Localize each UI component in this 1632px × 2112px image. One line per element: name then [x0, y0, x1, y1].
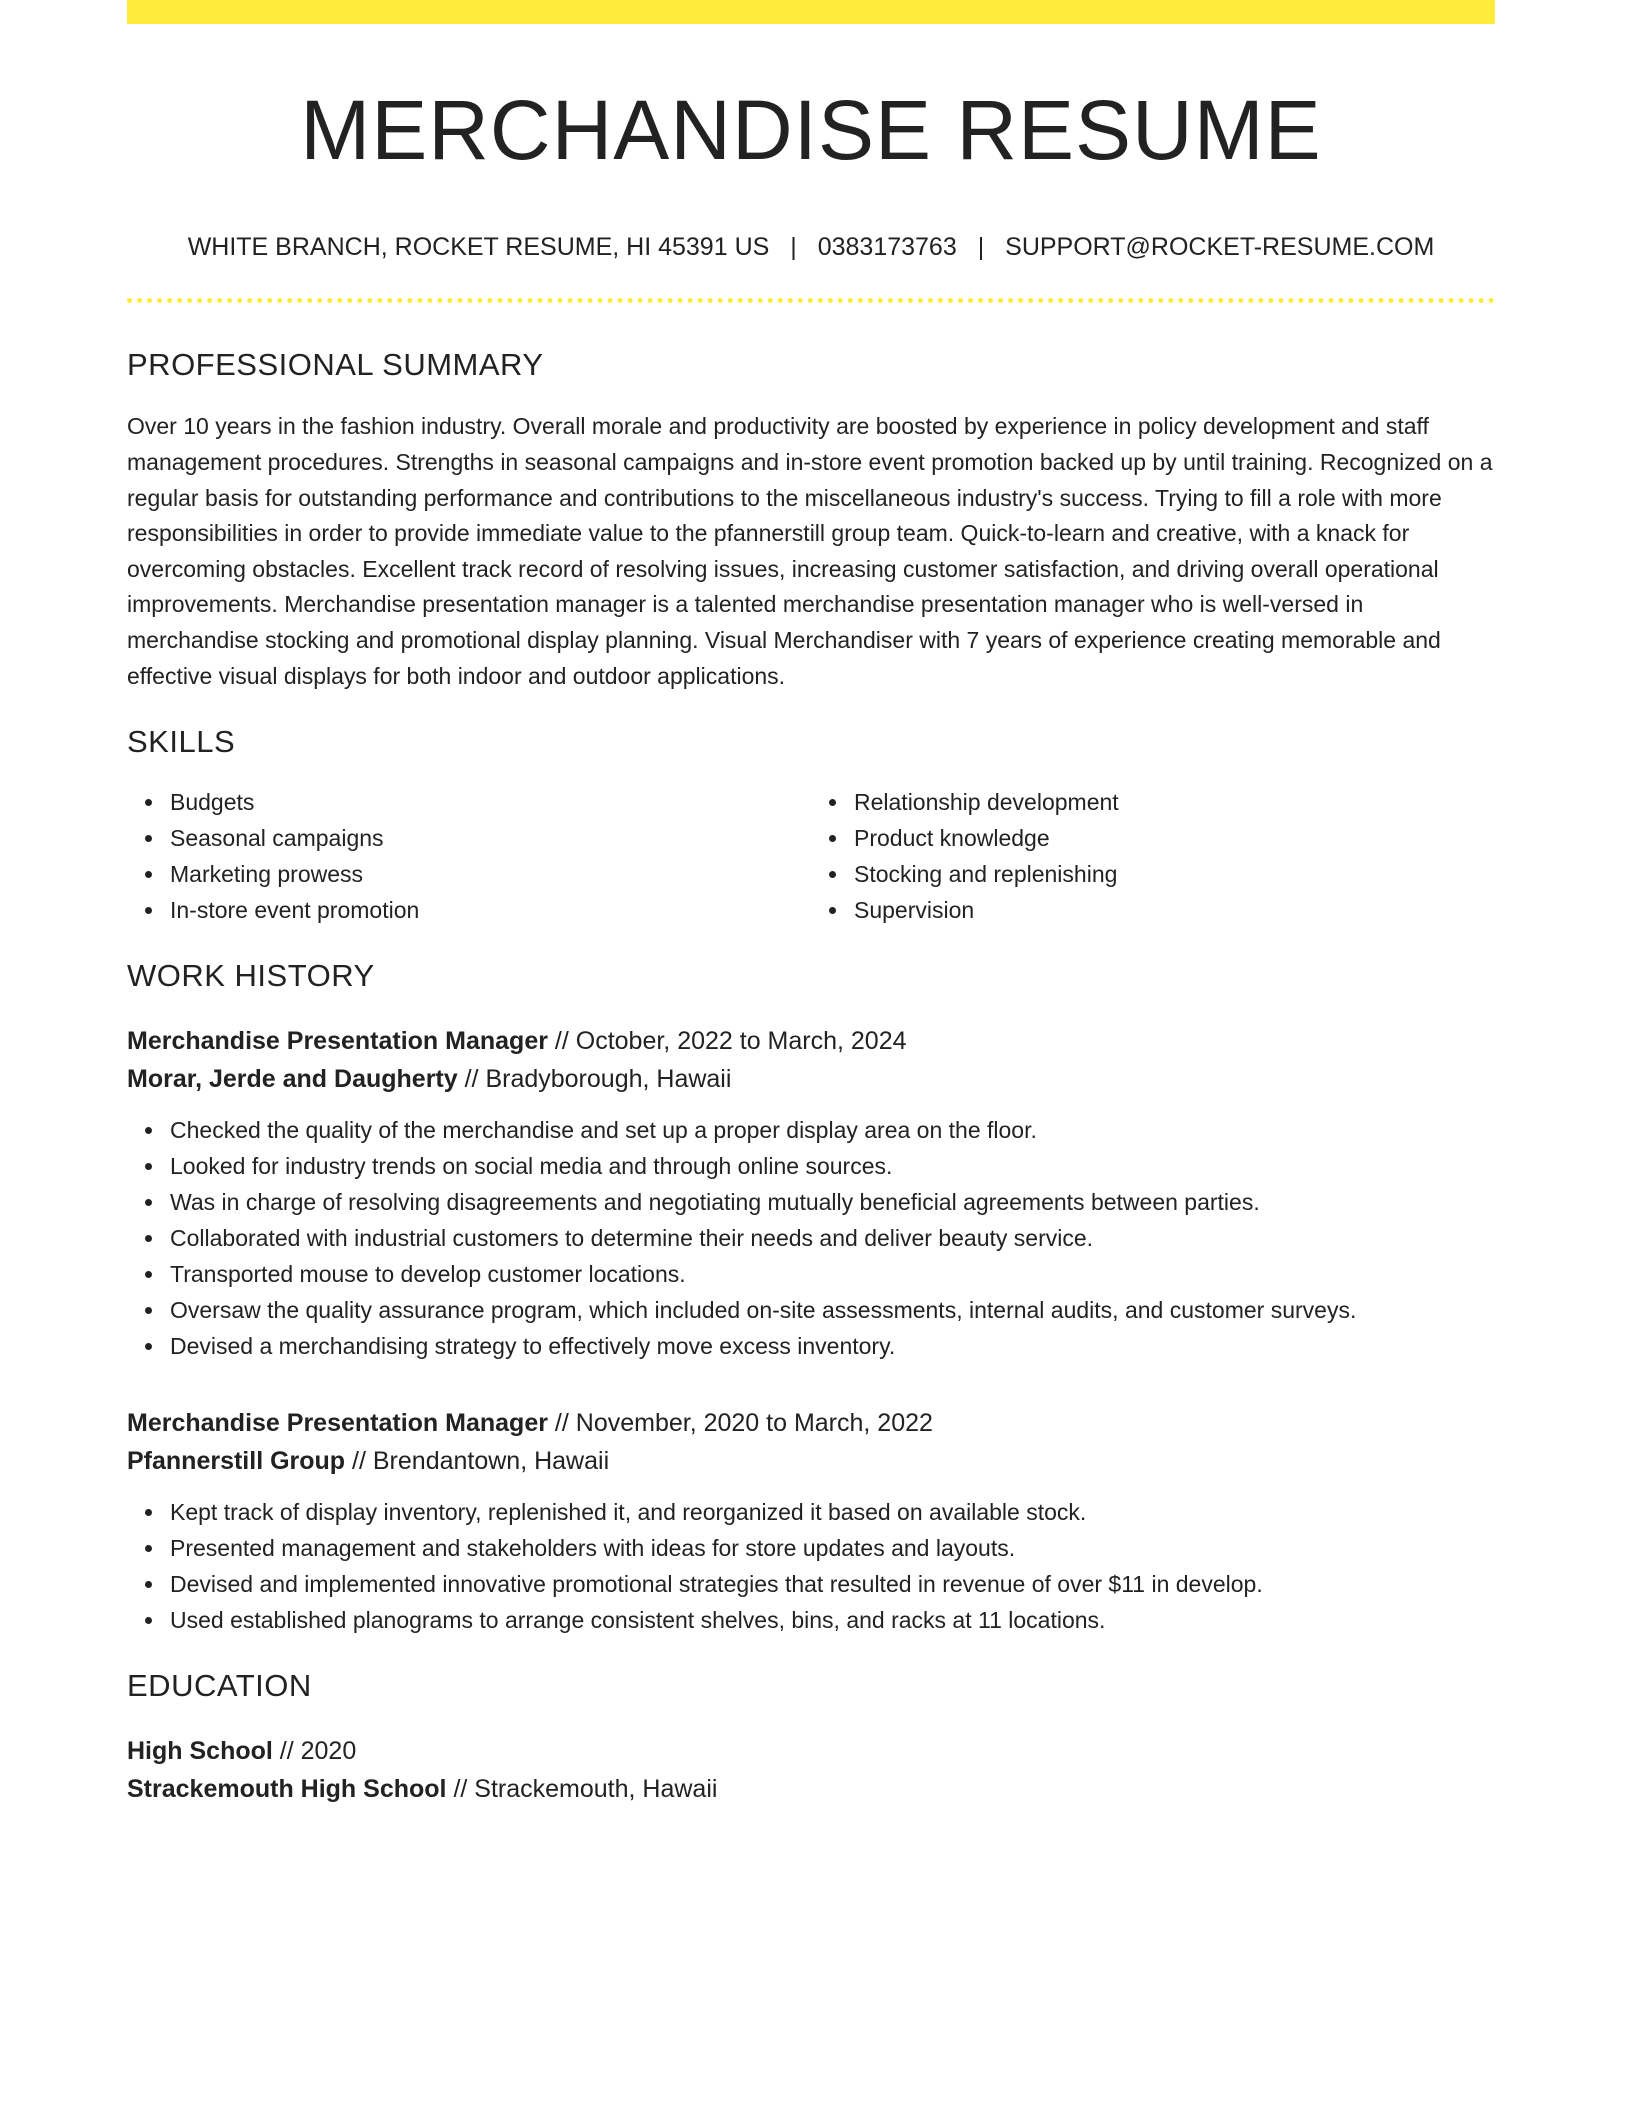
education-school: Strackemouth High School	[127, 1775, 447, 1804]
job-company: Morar, Jerde and Daugherty	[127, 1065, 458, 1094]
skill-item: Product knowledge	[854, 820, 1495, 856]
job-role: Merchandise Presentation Manager	[127, 1027, 548, 1056]
resume-page	[127, 0, 1495, 1808]
contact-separator: |	[790, 233, 797, 262]
job-title-line	[127, 1022, 1495, 1060]
skills-column-right	[811, 784, 1495, 928]
job-role: Merchandise Presentation Manager	[127, 1409, 548, 1438]
education-year: // 2020	[279, 1737, 357, 1766]
skill-item: Supervision	[854, 892, 1495, 928]
job-company-line	[127, 1442, 1495, 1480]
top-accent-bar	[127, 0, 1495, 24]
skill-item: Budgets	[170, 784, 811, 820]
job-bullet: Collaborated with industrial customers to determine their needs and deliver beauty service.	[170, 1220, 1495, 1256]
education-degree: High School	[127, 1737, 273, 1766]
job-bullet: Devised and implemented innovative promotional strategies that resulted in revenue of over $11 in develop.	[170, 1566, 1495, 1602]
job-bullet: Checked the quality of the merchandise and set up a proper display area on the floor.	[170, 1112, 1495, 1148]
job-entry	[127, 1404, 1495, 1638]
contact-phone: 0383173763	[817, 233, 957, 262]
job-bullet: Presented management and stakeholders with ideas for store updates and layouts.	[170, 1530, 1495, 1566]
education-location: // Strackemouth, Hawaii	[453, 1775, 718, 1804]
job-bullet: Transported mouse to develop customer locations.	[170, 1256, 1495, 1292]
contact-address: WHITE BRANCH, ROCKET RESUME, HI 45391 US	[187, 233, 770, 262]
contact-separator: |	[977, 233, 985, 262]
work-history-heading: WORK HISTORY	[127, 958, 375, 994]
education-school-line	[127, 1770, 1495, 1808]
job-bullet: Looked for industry trends on social media and through online sources.	[170, 1148, 1495, 1184]
summary-text: Over 10 years in the fashion industry. Overall morale and productivity are boosted by experience in policy development and staff management procedures. Strengths in seasonal campaigns and in-store event promotion backed up by until training. Recognized on a regular basis for outstanding performance and contributions to the miscellaneous industry's success. Trying to fill a role with more responsibilities in order to provide immediate value to the pfannerstill group team. Quick-to-learn and creative, with a knack for overcoming obstacles. Excellent track record of resolving issues, increasing customer satisfaction, and driving overall operational improvements. Merchandise presentation manager is a talented merchandise presentation manager who is well-versed in merchandise stocking and promotional display planning. Visual Merchandiser with 7 years of experience creating memorable and effective visual displays for both indoor and outdoor applications.	[127, 413, 1493, 689]
education-degree-line	[127, 1732, 1495, 1770]
job-bullet: Used established planograms to arrange consistent shelves, bins, and racks at 11 locations.	[170, 1602, 1495, 1638]
skill-item: Marketing prowess	[170, 856, 811, 892]
skill-item: In-store event promotion	[170, 892, 811, 928]
resume-title: MERCHANDISE RESUME	[300, 83, 1322, 177]
contact-email: SUPPORT@ROCKET-RESUME.COM	[1005, 233, 1435, 262]
header-divider	[127, 298, 1495, 303]
job-bullet: Kept track of display inventory, replenished it, and reorganized it based on available stock.	[170, 1494, 1495, 1530]
job-dates: // November, 2020 to March, 2022	[554, 1409, 933, 1438]
education-heading: EDUCATION	[127, 1668, 312, 1704]
skills-list	[127, 784, 1495, 928]
contact-line	[127, 232, 1495, 262]
job-bullet: Oversaw the quality assurance program, which included on-site assessments, internal audits, and customer surveys.	[170, 1292, 1495, 1328]
job-bullets	[127, 1112, 1495, 1364]
job-bullets	[127, 1494, 1495, 1638]
job-location: // Brendantown, Hawaii	[352, 1447, 610, 1476]
job-bullet: Was in charge of resolving disagreements and negotiating mutually beneficial agreements between parties.	[170, 1184, 1495, 1220]
job-dates: // October, 2022 to March, 2024	[554, 1027, 907, 1056]
job-bullet: Devised a merchandising strategy to effectively move excess inventory.	[170, 1328, 1495, 1364]
skill-item: Stocking and replenishing	[854, 856, 1495, 892]
job-company: Pfannerstill Group	[127, 1447, 346, 1476]
skills-column-left	[127, 784, 811, 928]
job-location: // Bradyborough, Hawaii	[464, 1065, 732, 1094]
skill-item: Seasonal campaigns	[170, 820, 811, 856]
education-entry	[127, 1732, 1495, 1808]
job-company-line	[127, 1060, 1495, 1098]
skill-item: Relationship development	[854, 784, 1495, 820]
summary-heading: PROFESSIONAL SUMMARY	[127, 347, 544, 383]
skills-heading: SKILLS	[127, 724, 236, 760]
job-title-line	[127, 1404, 1495, 1442]
job-entry	[127, 1022, 1495, 1364]
